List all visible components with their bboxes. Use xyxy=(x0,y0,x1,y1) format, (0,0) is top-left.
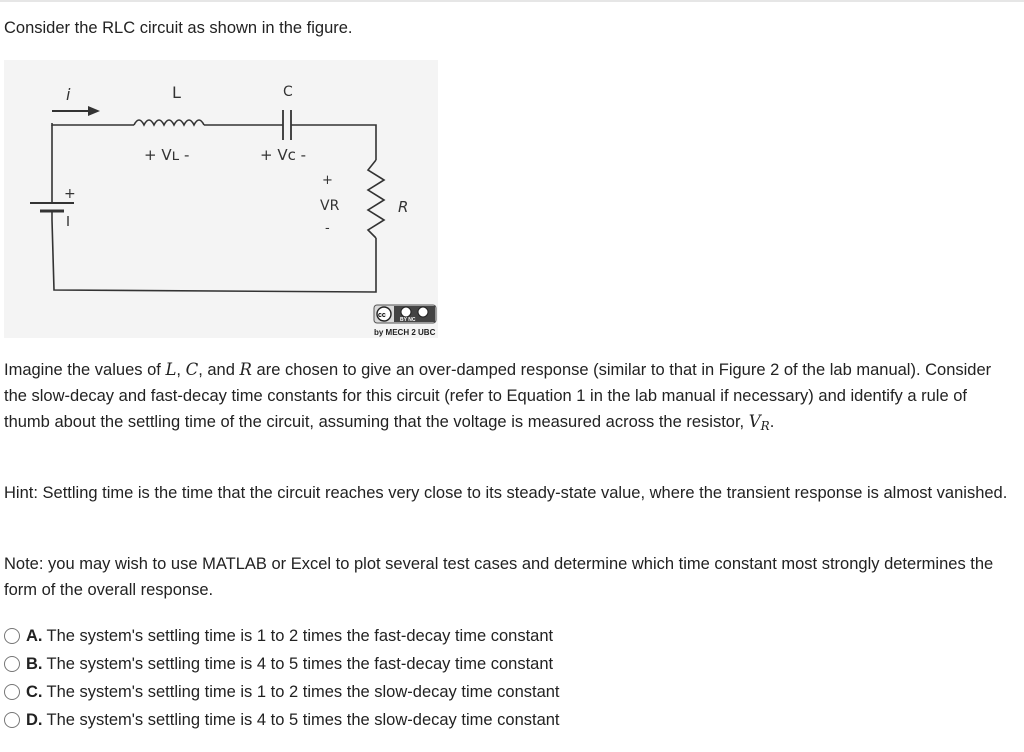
resistor-minus: - xyxy=(325,221,330,236)
wire-top-left xyxy=(52,123,134,125)
symbol-VR: $V_R$ xyxy=(748,412,770,433)
symbol-L: L xyxy=(165,360,177,379)
cc-license-text: BY NC xyxy=(400,317,416,323)
cc-by-icon xyxy=(401,307,411,317)
figure-credit: by MECH 2 UBC xyxy=(374,328,436,337)
option-d[interactable]: D. The system's settling time is 4 to 5 times the slow-decay time constant xyxy=(4,706,1014,734)
symbol-R: R xyxy=(239,360,252,379)
option-c[interactable]: C. The system's settling time is 1 to 2 times the slow-decay time constant xyxy=(4,678,1014,706)
capacitor-label: C xyxy=(283,84,293,100)
capacitor-voltage-label: + Vc - xyxy=(260,146,307,164)
question-note: Note: you may wish to use MATLAB or Excel to plot several test cases and determine which time constant most strongly determines the form of the overall response. xyxy=(4,555,994,599)
radio-button[interactable] xyxy=(4,656,20,672)
radio-button[interactable] xyxy=(4,712,20,728)
rlc-circuit-figure xyxy=(4,60,438,338)
resistor-plus: + xyxy=(322,173,333,188)
current-label: i xyxy=(66,85,71,104)
top-divider xyxy=(0,0,1024,2)
radio-button[interactable] xyxy=(4,628,20,644)
question-hint: Hint: Settling time is the time that the circuit reaches very close to its steady-state value, where the transient response is almost vanished. xyxy=(4,484,1008,502)
answer-options xyxy=(4,622,1014,734)
radio-button[interactable] xyxy=(4,684,20,700)
option-a[interactable]: A. The system's settling time is 1 to 2 times the fast-decay time constant xyxy=(4,622,1014,650)
current-arrowhead xyxy=(88,106,100,116)
cc-icon-text: cc xyxy=(378,312,386,319)
battery-plus: + xyxy=(64,186,76,202)
question-body: Imagine the values of L, C, and R are chosen to give an over-damped response (similar to that in Figure 2 of the lab manual). Consider the slow-decay and fast-decay time constants for this circuit (refer to Equation 1 in the lab manual if necessary) and identify a rule of thumb about the settling time of the circuit, assuming that the voltage is measured across the resistor, $V_R$. xyxy=(4,360,992,433)
option-b[interactable]: B. The system's settling time is 4 to 5 times the fast-decay time constant xyxy=(4,650,1014,678)
resistor-voltage-label: VR xyxy=(320,198,340,214)
symbol-C: C xyxy=(185,360,199,379)
resistor-label: R xyxy=(398,198,409,216)
circuit-diagram xyxy=(4,60,438,338)
inductor-symbol xyxy=(134,120,204,125)
inductor-label: L xyxy=(172,83,181,102)
inductor-voltage-label: + Vʟ - xyxy=(144,146,190,164)
cc-nc-icon xyxy=(418,307,428,317)
resistor-symbol xyxy=(368,160,384,238)
question-intro: Consider the RLC circuit as shown in the figure. xyxy=(4,19,353,37)
